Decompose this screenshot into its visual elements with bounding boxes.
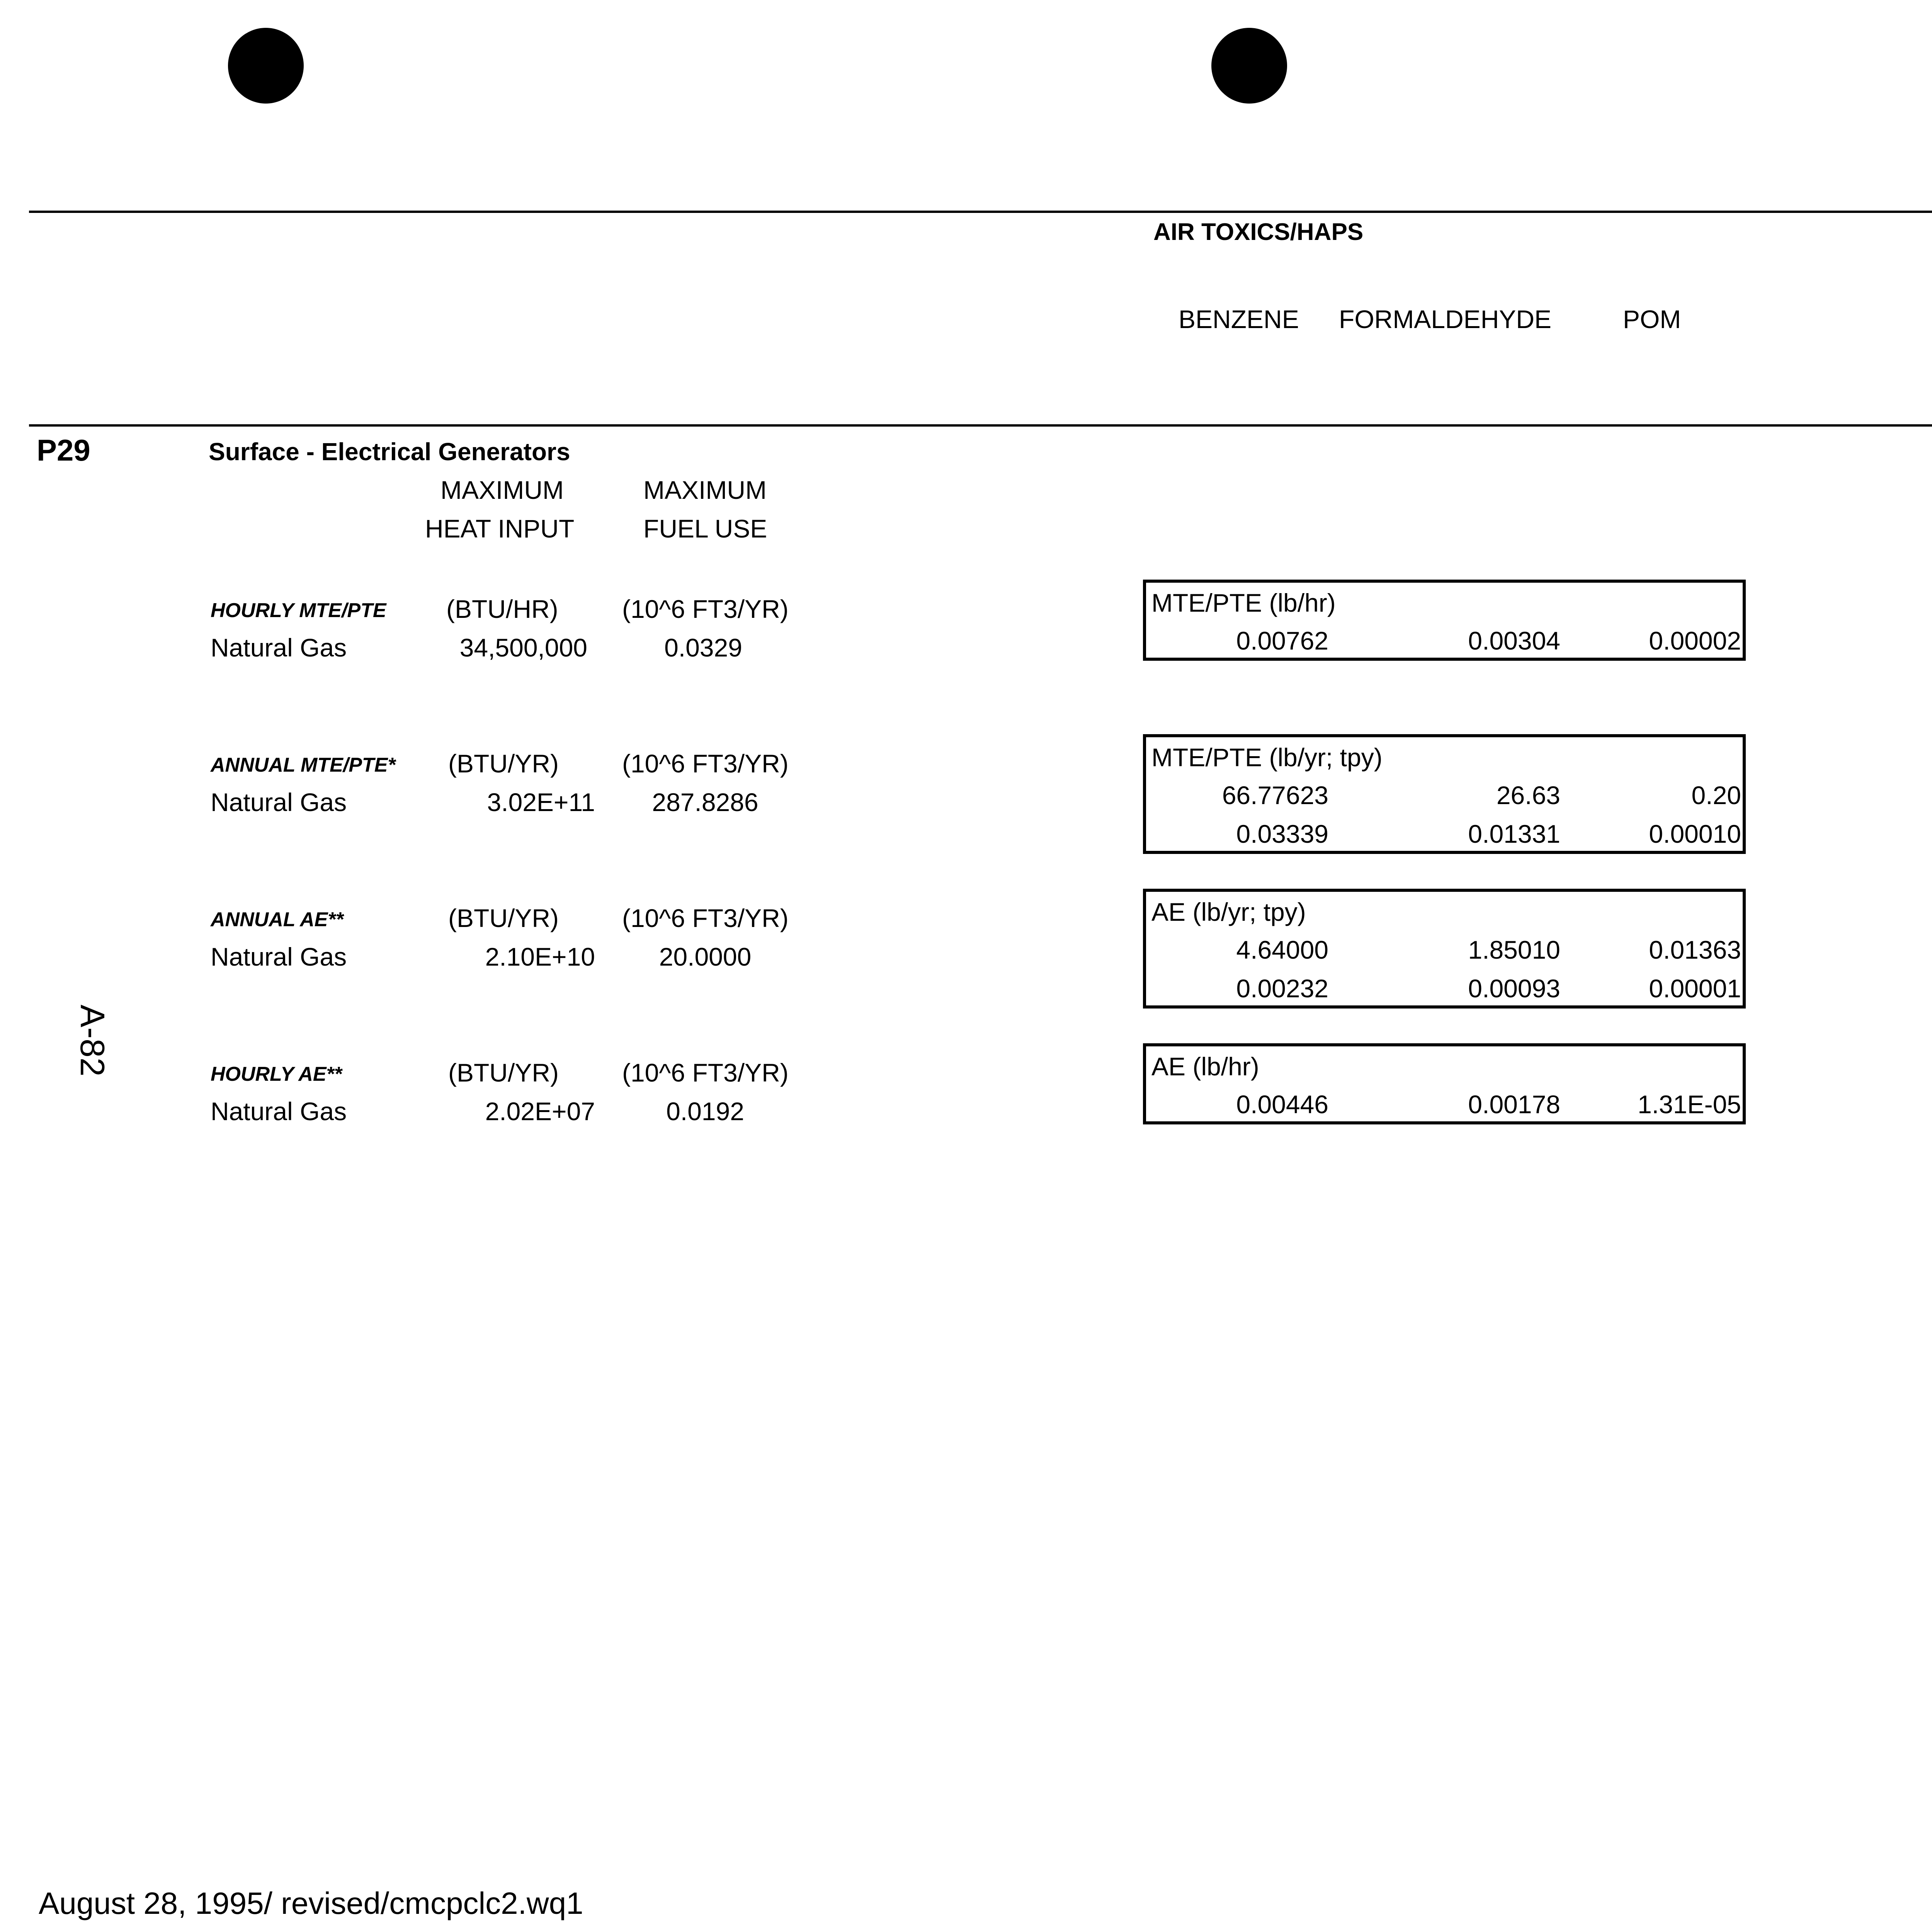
fuel-type: Natural Gas [211, 633, 347, 662]
box-title: MTE/PTE (lb/yr; tpy) [1151, 743, 1383, 772]
fuel-type: Natural Gas [211, 1097, 347, 1126]
pom-value: 0.00001 [1649, 974, 1741, 1003]
footer-note: August 28, 1995/ revised/cmcpclc2.wq1 [39, 1886, 583, 1920]
benzene-value: 0.00232 [1236, 974, 1328, 1003]
unit-heat-input: (BTU/YR) [448, 904, 559, 932]
formaldehyde-value: 0.00093 [1468, 974, 1560, 1003]
heat-input-value: 3.02E+11 [487, 788, 595, 816]
heat-input-value: 2.02E+07 [485, 1097, 595, 1126]
formaldehyde-value: 0.00304 [1468, 626, 1560, 655]
heat-input-value: 34,500,000 [459, 633, 587, 662]
unit-heat-input: (BTU/YR) [448, 749, 559, 778]
section-label: HOURLY AE** [211, 1063, 342, 1085]
unit-fuel-use: (10^6 FT3/YR) [622, 595, 789, 623]
page-number: A-82 [73, 1005, 112, 1077]
unit-heat-input: (BTU/YR) [448, 1058, 559, 1087]
formaldehyde-value: 1.85010 [1468, 935, 1560, 964]
benzene-value: 66.77623 [1222, 781, 1328, 810]
box-title: MTE/PTE (lb/hr) [1151, 588, 1336, 617]
source-title: Surface - Electrical Generators [209, 438, 570, 466]
source-id: P29 [37, 433, 90, 467]
section-label: ANNUAL MTE/PTE* [211, 754, 396, 776]
fuel-use-value: 20.0000 [659, 942, 752, 971]
punch-hole-center [1211, 28, 1287, 104]
unit-fuel-use: (10^6 FT3/YR) [622, 1058, 789, 1087]
group-title: AIR TOXICS/HAPS [1153, 219, 1364, 245]
formaldehyde-value: 0.00178 [1468, 1090, 1560, 1119]
box-title: AE (lb/yr; tpy) [1151, 898, 1306, 926]
pom-value: 0.00010 [1649, 820, 1741, 848]
unit-fuel-use: (10^6 FT3/YR) [622, 904, 789, 932]
punch-hole-left [228, 28, 304, 104]
emissions-box-hourly-mte-pte [1143, 580, 1746, 661]
fuel-use-value: 287.8286 [652, 788, 759, 816]
fuel-use-value: 0.0329 [664, 633, 742, 662]
heat-input-value: 2.10E+10 [485, 942, 595, 971]
formaldehyde-value: 26.63 [1496, 781, 1560, 810]
formaldehyde-value: 0.01331 [1468, 820, 1560, 848]
box-title: AE (lb/hr) [1151, 1052, 1259, 1081]
section-label: HOURLY MTE/PTE [211, 599, 386, 622]
benzene-value: 0.00762 [1236, 626, 1328, 655]
benzene-value: 0.03339 [1236, 820, 1328, 848]
emissions-box-hourly-ae [1143, 1043, 1746, 1124]
fuel-type: Natural Gas [211, 942, 347, 971]
heat-input-heading-2: HEAT INPUT [425, 514, 575, 543]
emissions-box-annual-ae [1143, 889, 1746, 1009]
pom-value: 0.20 [1691, 781, 1741, 810]
column-formaldehyde: FORMALDEHYDE [1339, 305, 1552, 333]
header-bottom-rule [29, 424, 1932, 427]
column-benzene: BENZENE [1179, 305, 1299, 333]
unit-fuel-use: (10^6 FT3/YR) [622, 749, 789, 778]
pom-value: 0.00002 [1649, 626, 1741, 655]
fuel-use-heading-1: MAXIMUM [643, 476, 767, 504]
pom-value: 1.31E-05 [1638, 1090, 1741, 1119]
pom-value: 0.01363 [1649, 935, 1741, 964]
top-rule [29, 211, 1932, 213]
section-label: ANNUAL AE** [211, 908, 344, 931]
fuel-use-heading-2: FUEL USE [643, 514, 767, 543]
fuel-type: Natural Gas [211, 788, 347, 816]
emissions-box-annual-mte-pte [1143, 734, 1746, 854]
unit-heat-input: (BTU/HR) [446, 595, 558, 623]
column-pom: POM [1623, 305, 1681, 333]
fuel-use-value: 0.0192 [666, 1097, 744, 1126]
benzene-value: 4.64000 [1236, 935, 1328, 964]
benzene-value: 0.00446 [1236, 1090, 1328, 1119]
heat-input-heading-1: MAXIMUM [440, 476, 564, 504]
